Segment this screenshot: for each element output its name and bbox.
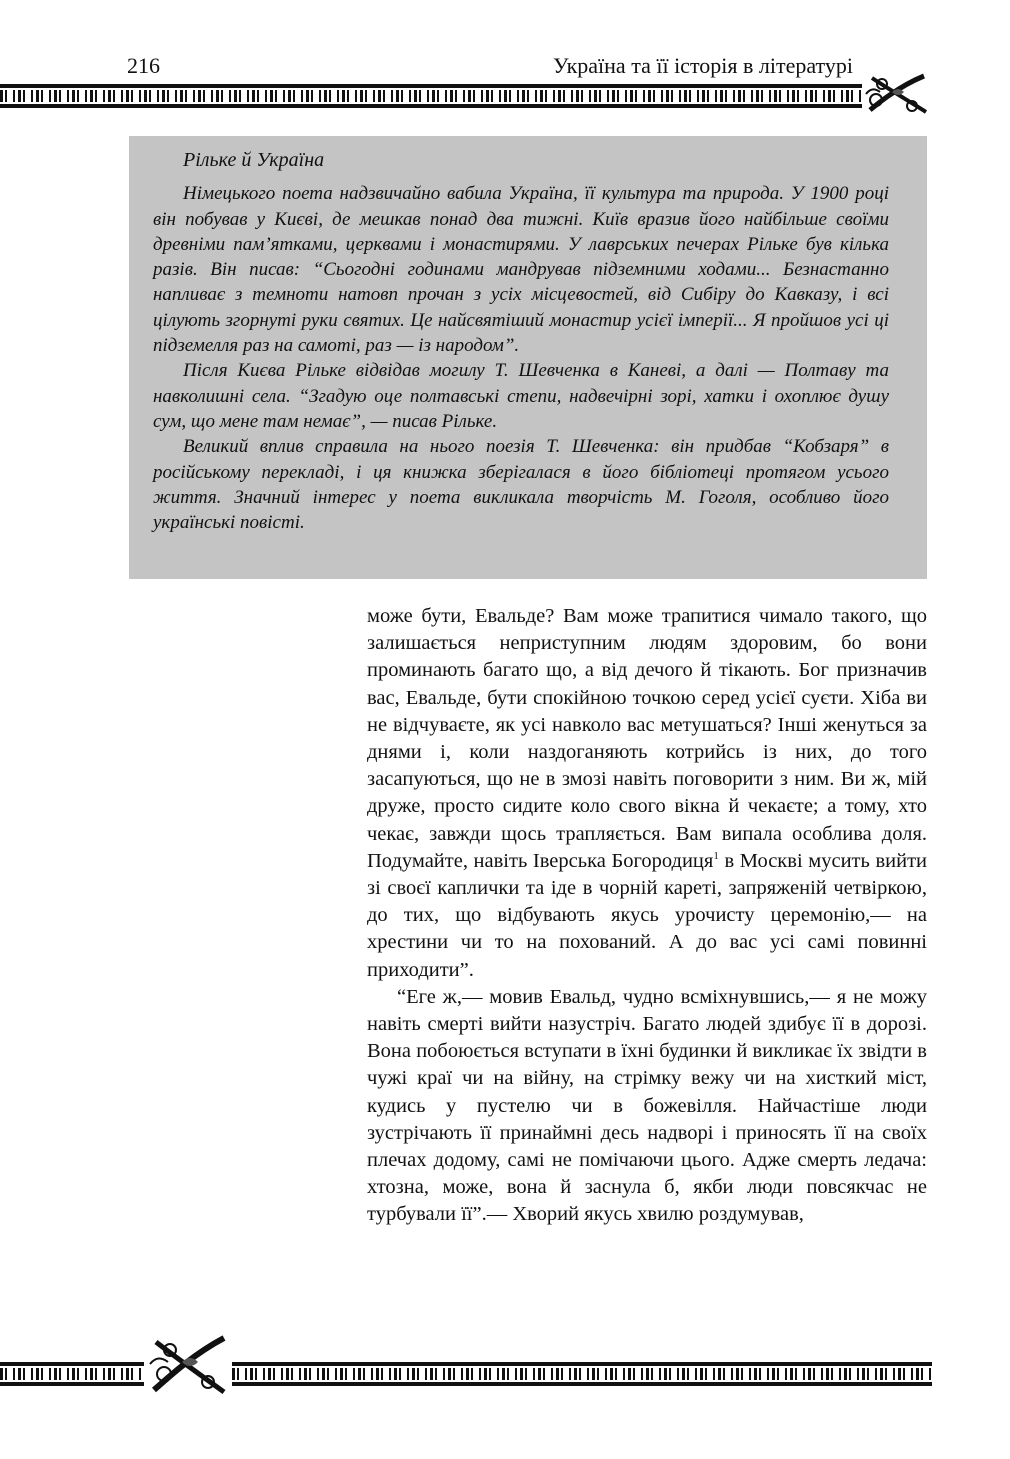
body-text: може бути, Евальде? Вам може трапитися чимало такого, що залишається неприступним людям здоровим, бо вони проминають багато що, а від дечого й тікають. Бог призначив вас, Евальде, бути спокійною точкою серед усієї суєти. Хіба ви не відчуваєте, як усі навколо вас метушаться? Інші женуться за днями і, коли наздоганяють котрийсь із них, до того засапуються, що не в змозі навіть поговорити з ним. Ви ж, мій друже, просто сидите коло свого вікна й чекаєте; а тому, хто чекає, завжди щось трапляється. Вам випала особлива доля. Подумайте, навіть Іверська Богородиця (367, 605, 927, 872)
floral-ornament-icon (144, 1330, 232, 1400)
sidebar-paragraph: Великий вплив справила на нього поезія Т. Шевченка: він придбав “Кобзаря” в російському перекладі, і ця книжка зберігалася в його бібліотеці протягом усього життя. Значний інтерес у поета викликала творчість М. Гоголя, особливо його українські повісті. (153, 436, 889, 534)
sidebar-box (129, 136, 927, 579)
body-paragraph (367, 603, 927, 984)
main-text-column (367, 603, 927, 1229)
page-number: 216 (127, 53, 160, 78)
body-paragraph: “Еге ж,— мовив Евальд, чудно всміхнувшись,— я не можу навіть смерті вийти назустріч. Багато людей здибує її в дорозі. Вона побоюється вступати в їхні будинки й викликає їх звідти в чужі краї чи на війну, на стрімку вежу чи на хисткий міст, кудись у пустелю чи в божевілля. Найчастіше люди зустрічають її принаймні десь надворі і приносять її на своїх плечах додому, самі не помічаючи цього. Адже смерть ледача: хтозна, може, вона й заснула б, якби люди повсякчас не турбували її”.— Хворий якусь хвилю роздумував, (367, 985, 927, 1226)
bottom-border-band (0, 1362, 144, 1386)
sidebar-title: Рільке й Україна (183, 149, 325, 171)
floral-ornament-icon (862, 70, 932, 118)
running-title: Україна та її історія в літературі (552, 53, 853, 78)
bottom-border-band (232, 1362, 932, 1386)
sidebar-paragraph: Після Києва Рільке відвідав могилу Т. Шевченка в Каневі, а далі — Полтаву та навколишні села. “Згадую оце полтавські степи, надвечірні зорі, хатки і охоплює душу сум, що мене там немає”, — писав Рільке. (153, 360, 889, 432)
sidebar-paragraph: Німецького поета надзвичайно вабила Україна, її культура та природа. У 1900 році він побував у Києві, де мешкав понад два тижні. Київ вразив його найбільше своїми древніми пам’ятками, церквами і монастирями. У лаврських печерах Рільке був кілька разів. Він писав: “Сьогодні годинами мандрував підземними ходами... Безнастанно напливає з темноти натовп прочан з усіх місцевостей, від Сибіру до Кавказу, і всі цілують згорнуті руки святих. Це найсвятіший монастир усієї імперії... Я пройшов усі ці підземелля раз на самоті, раз — із народом”. (153, 183, 889, 357)
top-border-band (0, 84, 862, 108)
body-text: в Москві мусить вийти зі своєї каплички та іде в чорній кареті, запряженій четвіркою, до тих, що відбувають якусь урочисту церемонію,— на хрестини чи то на похований. А до вас усі самі повинні приходити”. (367, 849, 927, 981)
footnote-marker[interactable]: 1 (713, 850, 719, 862)
